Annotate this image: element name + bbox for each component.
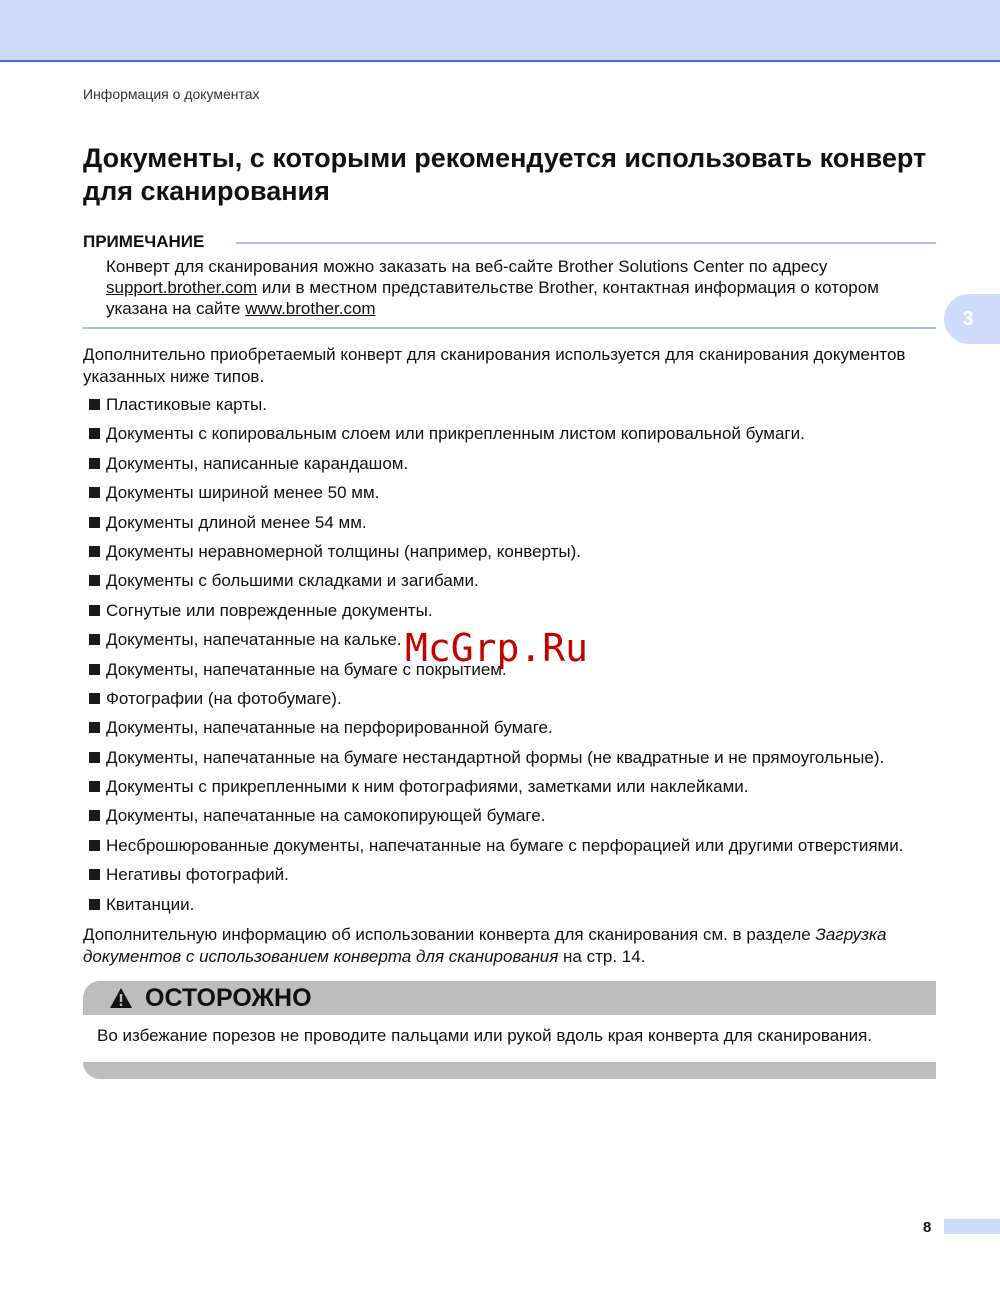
list-item-text: Квитанции. — [106, 894, 195, 914]
list-item-text: Документы неравномерной толщины (например, конверты). — [106, 541, 581, 561]
note-label: ПРИМЕЧАНИЕ — [83, 232, 218, 252]
list-item-text: Документы шириной менее 50 мм. — [106, 483, 380, 503]
list-item-text: Документы, написанные карандашом. — [106, 453, 409, 473]
square-bullet-icon — [89, 664, 100, 675]
list-item-text: Пластиковые карты. — [106, 395, 267, 414]
note-header — [83, 232, 936, 254]
list-item-text: Документы, напечатанные на перфорированной бумаге. — [106, 718, 553, 738]
list-item — [89, 747, 949, 776]
square-bullet-icon — [89, 399, 100, 410]
list-item-text: Несброшюрованные документы, напечатанные на бумаге с перфорацией или другими отверстиями. — [106, 835, 904, 855]
list-item-text: Документы, напечатанные на самокопирующей бумаге. — [106, 806, 546, 826]
list-item-text: Документы, напечатанные на бумаге с покрытием. — [106, 659, 507, 679]
page-number: 8 — [923, 1219, 932, 1236]
square-bullet-icon — [89, 546, 100, 557]
warning-triangle-icon — [109, 987, 133, 1009]
list-item-text: Негативы фотографий. — [106, 865, 289, 885]
square-bullet-icon — [89, 810, 100, 821]
list-item — [89, 805, 949, 834]
caution-label: ОСТОРОЖНО — [145, 984, 312, 1012]
caution-text: Во избежание порезов не проводите пальцами или рукой вдоль края конверта для сканирования. — [97, 1026, 873, 1045]
list-item — [89, 453, 949, 482]
chapter-tab: 3 — [944, 294, 1000, 344]
square-bullet-icon — [89, 752, 100, 763]
square-bullet-icon — [89, 722, 100, 733]
square-bullet-icon — [89, 693, 100, 704]
list-item — [89, 835, 949, 864]
square-bullet-icon — [89, 575, 100, 586]
list-item — [89, 776, 949, 805]
list-item-text: Документы длиной менее 54 мм. — [106, 512, 367, 532]
list-item — [89, 688, 949, 717]
more-info-suffix: на стр. 14. — [558, 947, 646, 966]
note-bottom-divider — [83, 327, 936, 329]
list-item — [89, 600, 949, 629]
page-title: Документы, с которыми рекомендуется использовать конверт для сканирования — [83, 143, 927, 206]
list-item — [89, 423, 949, 452]
support-link[interactable]: support.brother.com — [106, 278, 258, 297]
list-item — [89, 570, 949, 599]
more-info-paragraph — [83, 924, 943, 968]
page-tab — [944, 1219, 1000, 1234]
cross-reference: Загрузка документов с использованием конверта для сканирования — [83, 925, 887, 966]
square-bullet-icon — [89, 634, 100, 645]
list-item — [89, 512, 949, 541]
header-band — [0, 0, 1000, 62]
square-bullet-icon — [89, 869, 100, 880]
watermark: McGrp.Ru — [405, 626, 589, 670]
caution-header — [83, 981, 936, 1015]
square-bullet-icon — [89, 458, 100, 469]
list-item — [89, 864, 949, 893]
list-item — [89, 541, 949, 570]
intro-paragraph: Дополнительно приобретаемый конверт для сканирования используется для сканирования документов указанных ниже типов. — [83, 345, 906, 386]
note-divider — [236, 242, 936, 244]
list-item-text: Документы, напечатанные на кальке. — [106, 630, 402, 650]
list-item-text: Фотографии (на фотобумаге). — [106, 688, 342, 708]
square-bullet-icon — [89, 840, 100, 851]
square-bullet-icon — [89, 428, 100, 439]
list-item-text: Документы с копировальным слоем или прикрепленным листом копировальной бумаги. — [106, 424, 805, 444]
note-text-1: Конверт для сканирования можно заказать на веб-сайте Brother Solutions Center по адресу — [106, 257, 828, 276]
list-item — [89, 717, 949, 746]
caution-footer — [83, 1062, 936, 1079]
list-item-text: Согнутые или поврежденные документы. — [106, 600, 433, 620]
list-item — [89, 482, 949, 511]
list-item-text: Документы с прикрепленными к ним фотографиями, заметками или наклейками. — [106, 777, 749, 797]
square-bullet-icon — [89, 781, 100, 792]
square-bullet-icon — [89, 605, 100, 616]
list-item — [89, 894, 949, 923]
square-bullet-icon — [89, 487, 100, 498]
brother-link[interactable]: www.brother.com — [245, 299, 376, 318]
note-text-2: или в местном представительстве Brother, контактная информация о котором указана на сайте — [106, 278, 879, 318]
square-bullet-icon — [89, 899, 100, 910]
breadcrumb: Информация о документах — [83, 86, 260, 102]
list-item-text: Документы, напечатанные на бумаге нестандартной формы (не квадратные и не прямоугольные). — [106, 747, 885, 767]
square-bullet-icon — [89, 517, 100, 528]
more-info-prefix: Дополнительную информацию об использовании конверта для сканирования см. в разделе — [83, 925, 816, 944]
list-item-text: Документы с большими складками и загибами. — [106, 571, 479, 591]
note-body — [106, 256, 941, 319]
list-item — [89, 394, 949, 423]
